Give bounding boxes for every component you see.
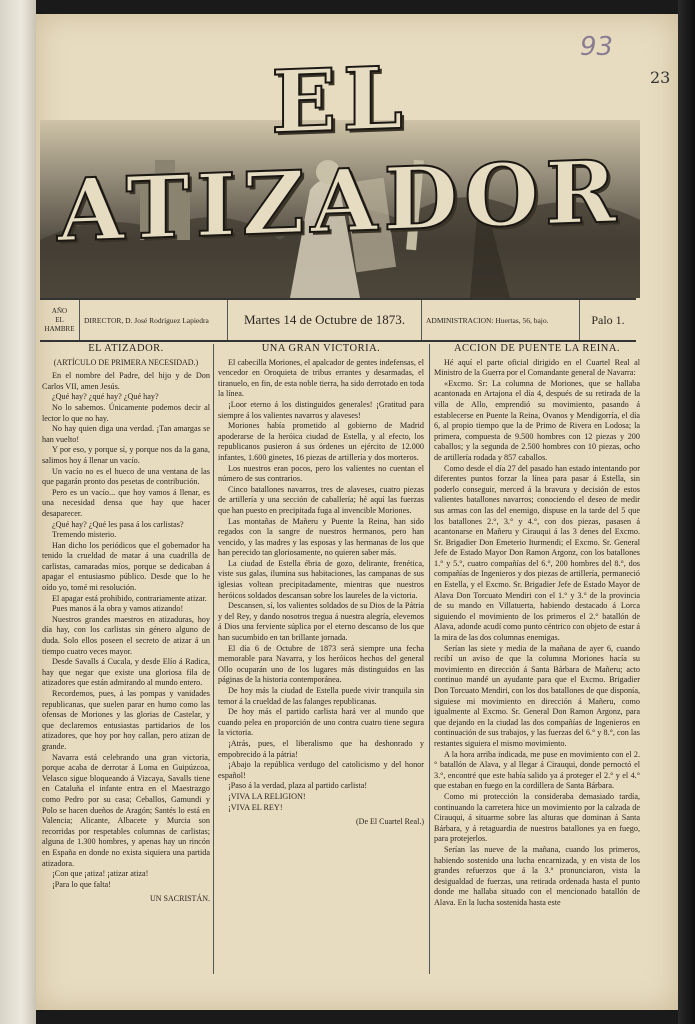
- newspaper-title: EL ATIZADOR: [57, 47, 623, 262]
- price-label: Palo 1.: [591, 312, 625, 327]
- article-title: EL ATIZADOR.: [88, 344, 164, 354]
- handwritten-mark: 93: [580, 32, 614, 62]
- column-rule: [213, 344, 214, 974]
- paragraph: Y por eso, y porque sí, y porque nos da la gana, salimos hoy á llenar un vacío.: [42, 445, 210, 465]
- article-title: ACCION DE PUENTE LA REINA.: [453, 344, 621, 354]
- year-label: AÑO: [51, 306, 68, 315]
- paragraph: «Excmo. Sr: La columna de Moriones, que se hallaba acantonada en Artajona el día 4, después de su retirada de la villa de Allo, emprendió su movimiento, pasando á establecerse en Puente la Reina, Ovanos y Mendigorría, el día 6, al propio tiempo que la de Primo de Rivera en Lodosa; la primera, compuesta de 9.500 hombres con 12 piezas y 200 caballos; y la segunda de 2.500 hombres con 10 piezas, ocho de artillería rodada y 857 caballos.: [434, 378, 640, 462]
- article-body: [218, 358, 424, 814]
- paragraph: De hoy más la ciudad de Estella puede vivir tranquila sin temor á la crueldad de las falanges republicanas.: [218, 686, 424, 706]
- newspaper-page: [36, 14, 678, 1010]
- paragraph: ¡VIVA LA RELIGION!: [228, 791, 306, 801]
- paragraph: ¡Para lo que falta!: [52, 879, 111, 889]
- paragraph: El apagar está prohibido, contrariamente atizar.: [52, 593, 207, 603]
- article-body: [434, 358, 640, 909]
- paragraph: ¡Loor eterno á los distinguidos generales! ¡Gratitud para siempre á los valientes navarros y alaveses!: [218, 399, 424, 420]
- paragraph: ¡Abajo la república verdugo del catolicismo y del honor español!: [218, 760, 424, 780]
- paragraph: Como desde el día 27 del pasado han estado intentando por diferentes puntos forzar la línea para pasar á Estella, sin poderlo conseguir, merced á la bravura y decisión de estos valientes batallones navarros; conociendo el deseo de medir sus armas con las del enemigo, dispuse en la tarde del 5 que los batallones 2.°, 3.° y 4.°, con dos piezas, pasasen á acantonarse en Mañeru y Cirauqui á las 3 denes del Excmo. Sr. Brigadier Don Emeterio Iturmendi; el Excmo. Sr. General Jefe de Estado Mayor Don Ramon Argonz, con los batallones 1.° y 5.°, cuatro compañías del 6.°, 200 hombres del 8.°, dos compañías de Ingenieros y dos piezas de artillería, permaneció en Estella, y el Excmo. Sr. Brigadier Jefe de Estado Mayor de Alava Don Torcuato Mendiri con el 1.° y 3.° de la provincia de su mando en Villatuerta, habiendo destacado á Lorca siguiendo el movimiento de los primeros el 2.° batallón de Alava, adonde acudí como punto céntrico con objeto de estar á la mira de las dos columnas enemigas.: [434, 463, 640, 643]
- paragraph: Recordemos, pues, á las pompas y vanidades republicanas, que suelen parar en humo como las ofensas de Moriones y las glorias de Castelar, y que declaremos entusiastas partidarios de los atizadores, que hoy por hoy callan, pero atizan de grande.: [42, 689, 210, 751]
- paragraph: Las montañas de Mañeru y Puente la Reina, han sido regados con la sangre de nuestros hermanos, pero han vencido, y las madres y las esposas y las hermanas de los que han perecido tan gloriosamente, no quieren saber más.: [218, 516, 424, 558]
- paragraph: ¡Paso á la verdad, plaza al partido carlista!: [228, 781, 368, 791]
- paragraph: ¿Qué hay? ¿qué hay? ¿Qué hay?: [52, 392, 159, 402]
- article-body: [42, 371, 210, 890]
- paragraph: Descansen, sí, los valientes soldados de su Dios de la Pátria y del Rey, y dando nosotros tregua á nuestra alegría, elevemos á Dios una ferviente súplica por el eterno descanso de los que han sucumbido en tan brillante jornada.: [218, 601, 424, 643]
- paragraph: Serían las nueve de la mañana, cuando los primeros, habiendo sostenido una lucha encarnizada, y en vista de los grandes refuerzos que á la 3.ª pronunciaron, vista la desigualdad de fuerzas, una retirada ordenada hasta el punto donde me hallaba situado con el mencionado batallón de Alava. En la lucha sostenida hasta este: [434, 844, 640, 907]
- adjacent-page-edge: [0, 0, 36, 1024]
- paragraph: No hay quien diga una verdad. ¡Tan amargas se han vuelto!: [42, 424, 210, 444]
- paragraph: Un vacío no es el hueco de una ventana de las que pagarán pronto dos pesetas de contribución.: [42, 466, 210, 487]
- article-accion-puente-la-reina: [434, 344, 640, 994]
- paragraph: Nuestros grandes maestros en atizaduras, hoy día hay, con los carlistas sin género alguno de duda. Solo ellos poseen el secreto de atizar á un tiempo cuatro veces mayor.: [42, 614, 210, 656]
- paragraph: De hoy más el partido carlista hará ver al mundo que cuando pelea en proporción de uno contra cuatro tiene segura la victoria.: [218, 707, 424, 738]
- paragraph: Cinco batallones navarros, tres de alaveses, cuatro piezas de artillería y una sección de caballería; hé aquí las fuerzas que han puesto en precipitada fuga al invencible Moriones.: [218, 484, 424, 515]
- paragraph: En el nombre del Padre, del hijo y de Don Carlos VII, amen Jesús.: [42, 371, 210, 391]
- issue-date: Martes 14 de Octubre de 1873.: [228, 300, 422, 340]
- article-signature: (De El Cuartel Real.): [356, 817, 424, 827]
- article-subtitle: (ARTÍCULO DE PRIMERA NECESIDAD.): [53, 357, 199, 367]
- column-rule: [429, 344, 430, 974]
- year-box: [40, 300, 80, 340]
- paragraph: A la hora arriba indicada, me puse en movimiento con el 2.° batallón de Alava, y al llegar á Cirauqui, donde pernoctó el 3.°, encontré que este había salido ya á proteger el 2.° y el 4.° que estaban en fuego en la cordillera de Santa Bárbara.: [434, 749, 640, 791]
- info-bar: [40, 298, 636, 342]
- paragraph: Navarra está celebrando una gran victoria, porque acaba de derrotar á Loma en Guipúzcoa, Velasco sigue bloqueando á Vizcaya, Savalls tiene en Cataluña el infante entra en el Maestrazgo como Pedro por su casa; Ceballos, Gamundi y Polo se hacen dueños de Aragón; Santés lo está en Valencia; Alicante, Albacete y Murcia son recorridas por respetables columnas de carlistas; alguna de 1.300 hombres, y apenas hay un rincón en España en donde no exista siquiera una partida atizadora.: [42, 752, 210, 868]
- article-signature: UN SACRISTÁN.: [149, 894, 210, 904]
- paragraph: Los nuestros eran pocos, pero los valientes no cuentan el número de sus contrarios.: [218, 463, 424, 484]
- paragraph: No lo sabemos. Únicamente podemos decir al lector lo que no hay.: [42, 402, 210, 423]
- paragraph: Pero es un vacío... que hoy vamos á llenar, es una necesidad densa que hay que hacer desaparecer.: [42, 487, 210, 518]
- paragraph: Moriones había prometido al gobierno de Madrid apoderarse de la heróica ciudad de Estella, y al efecto, los republicanos pusieron á sus órdenes un ejército de 12.000 infantes, 1.600 ginetes, 16 piezas de artillería y dos morteros.: [218, 421, 424, 462]
- book-spine-shadow: [678, 0, 695, 1024]
- paragraph: ¿Qué hay? ¿Qué les pasa á los carlistas?: [52, 519, 184, 529]
- paragraph: ¡VIVA EL REY!: [228, 802, 283, 812]
- paragraph: Hé aquí el parte oficial dirigido en el Cuartel Real al Ministro de la Guerra por el Comandante general de Navarra:: [434, 357, 640, 378]
- article-title: UNA GRAN VICTORIA.: [261, 344, 381, 354]
- director-label: DIRECTOR, D. José Rodríguez Lapiedra: [80, 300, 228, 340]
- article-una-gran-victoria: [218, 344, 424, 974]
- year-name: EL HAMBRE: [44, 315, 75, 333]
- paragraph: Tremendo misterio.: [52, 530, 117, 540]
- article-el-atizador: [42, 344, 210, 994]
- paragraph: Serían las siete y media de la mañana de ayer 6, cuando recibí un aviso de que la columna Moriones hacía su movimiento en dirección á Santa Bárbara de Mañeru; acto continuo mandé un ayudante para que el Excmo. Brigadier Don Torcuato Mendiri, con los dos batallones de que disponía, siguiese mi movimiento en dirección á Mañeru, como igualmente al Excmo. Sr. General Don Ramon Argonz, para que dejando en la ciudad las dos compañías de Ingenieros en continuación de sus trabajos, y las fuerzas del 6.° y 8.°, con las restantes siguiera el mismo movimiento.: [434, 643, 640, 748]
- paragraph: ¡Con que ¡atiza! ¡atizar atiza!: [52, 869, 149, 879]
- page-number: 23: [650, 68, 671, 87]
- paragraph: ¡Atrás, pues, el liberalismo que ha deshonrado y empobrecido á la pátria!: [218, 738, 424, 759]
- paragraph: La ciudad de Estella ébria de gozo, delirante, frenética, viste sus galas, ilumina sus habitaciones, las campanas de sus iglesias voltean precipitadamente, mientras que nuestros heróicos soldados descansan sobre los laureles de la victoria.: [218, 558, 424, 600]
- administration-label: ADMINISTRACION: Huertas, 56, bajo.: [422, 300, 580, 340]
- paragraph: El día 6 de Octubre de 1873 será siempre una fecha memorable para Navarra, y los heróicos hechos del general Ollo ocuparán uno de los lugares más distinguidos en las páginas de la historia contemporánea.: [218, 643, 424, 685]
- paragraph: Han dicho los periódicos que el gobernador ha tenido la crueldad de matar á una cuadrilla de carlistas, camaradas míos, porque se dedicaban á apagar el entusiasmo público. Desde que lo he oído yo, tomé mi resolución.: [42, 540, 210, 593]
- paragraph: Como mi protección la consideraba demasiado tardía, continuando la carretera hice un movimiento por la calzada de Cirauqui, á situarme sobre las alturas que dominan á Santa Bárbara, y á retaguardia de nuestros batallones ya en fuego, para protejerlos.: [434, 791, 640, 844]
- paragraph: El cabecilla Moriones, el apalcador de gentes indefensas, el vencedor en Oroquieta de tribus errantes y desarmadas, el tiranuelo, en fin, de esta noble tierra, ha sido derrotado en toda la línea.: [218, 357, 424, 399]
- paragraph: Desde Savalls á Cucala, y desde Elío á Radica, hay que negar que existe una gloriosa fila de atizadores que están admirando al mundo entero.: [42, 657, 210, 688]
- paragraph: Pues manos á la obra y vamos atizando!: [52, 604, 184, 614]
